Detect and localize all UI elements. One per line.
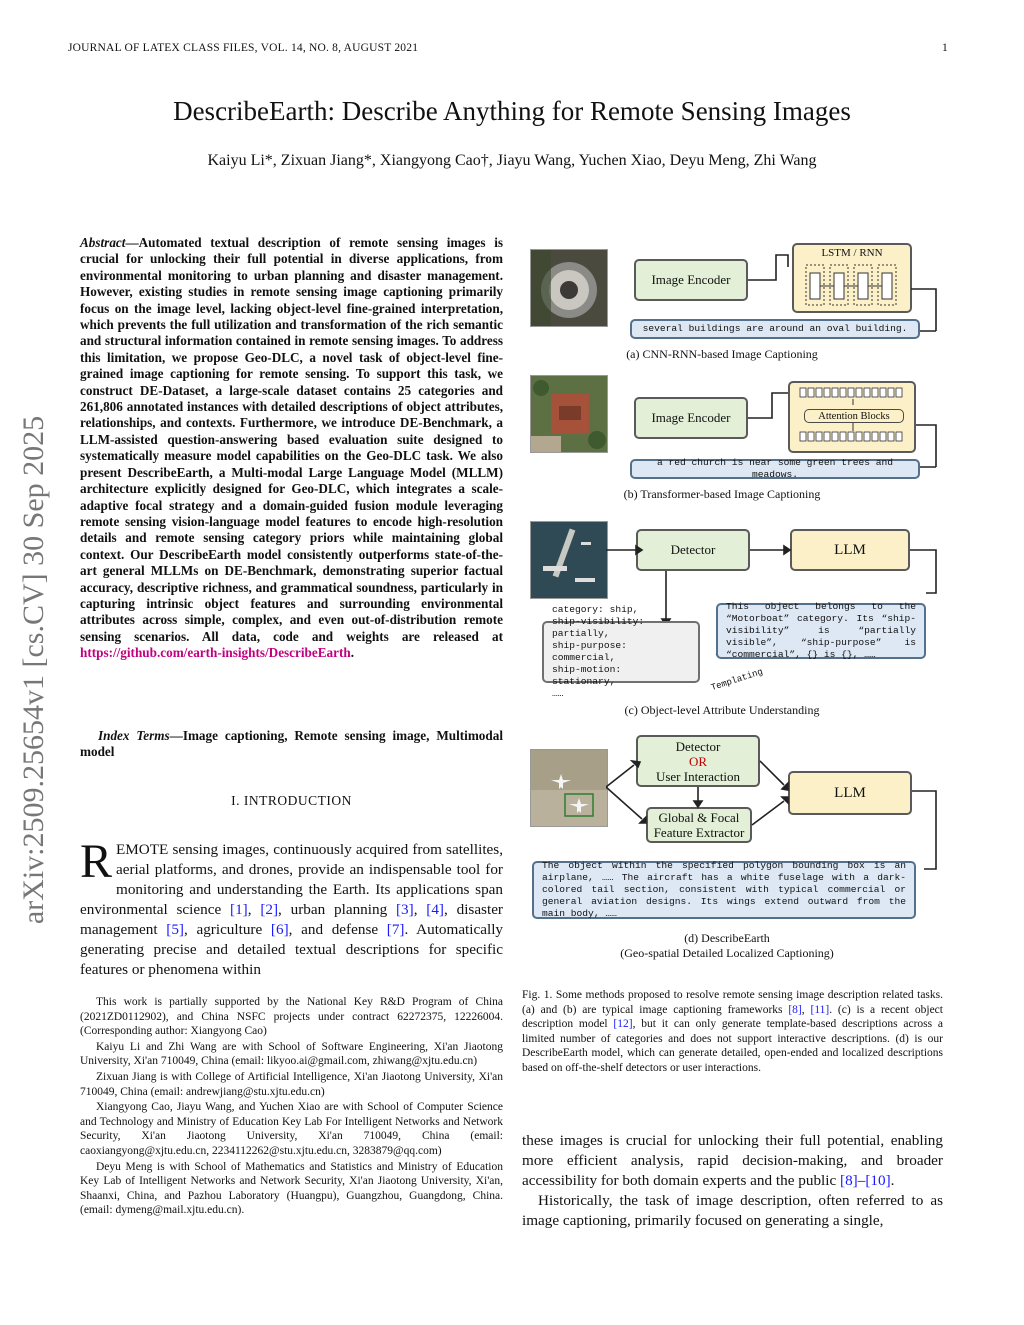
attribute-text: category: ship, ship-visibility: partially, ship-purpose: commercial, ship-motion: stationary, …… [552,604,645,699]
abstract [80,235,503,662]
figure-label: Fig. 1. [522,989,553,1001]
arxiv-id: arXiv:2509.25654v1 [cs.CV] 30 Sep 2025 [17,415,50,925]
harbor-image [530,521,608,599]
llm-box-d: LLM [788,771,912,815]
airport-image [530,749,608,827]
citation[interactable]: [4] [426,901,444,918]
citation[interactable]: [3] [395,901,414,918]
image-encoder-b: Image Encoder [634,397,748,439]
templating-label: Templating [709,666,765,694]
footnote: Deyu Meng is with School of Mathematics and Statistics and Ministry of Education Key Lab of Intelligent Networks and Network Security, Xi'an Jiaotong University, Xi'an, Shaanxi, China, and Pazhou Laboratory (Huangpu), Guangzhou, Guangdong, China. (email: dymeng@mail.xjtu.edu.cn). [80,1160,503,1217]
subcaption-d [582,931,872,961]
footnote: Zixuan Jiang is with College of Artificial Intelligence, Xi'an Jiaotong University, Xi'an 710049, China (email: andrewjiang@stu.xjtu.edu.cn) [80,1070,503,1098]
intro-text: . Automatically generating precise and detailed textual descriptions for specific features or phenomena within [80,921,504,978]
index-terms-text: —Image captioning, Remote sensing image, Multimodal model [80,728,503,760]
journal-name: JOURNAL OF LATEX CLASS FILES, VOL. 14, NO. 8, AUGUST 2021 [68,42,419,54]
detector-box: Detector [636,529,750,571]
citation[interactable]: [12] [613,1018,633,1031]
footnote: Kaiyu Li and Zhi Wang are with School of Software Engineering, Xi'an Jiaotong University, Xi'an 710049, China (email: likyoo.ai@gmail.com, zhiwang@xjtu.edu.cn) [80,1040,503,1068]
figure-caption-text: Some methods proposed to resolve remote sensing image description related tasks. (a) and (b) are typical image captioning frameworks [522,989,944,1016]
arxiv-stamp [14,370,54,970]
stadium-image [530,249,608,327]
caption-output-a: several buildings are around an oval building. [630,319,920,339]
footnotes [80,995,503,1219]
paragraph-text: . [890,1172,895,1189]
citation[interactable]: [11] [810,1003,830,1016]
user-interaction-label: User Interaction [655,768,741,784]
intro-text: , and defense [288,921,387,938]
author-list: Kaiyu Li*, Zixuan Jiang*, Xiangyong Cao†, Jiayu Wang, Yuchen Xiao, Deyu Meng, Zhi Wang [207,152,817,169]
attribute-list [542,604,700,699]
llm-box-c: LLM [790,529,910,571]
citation[interactable]: [2] [260,901,279,918]
figure-caption-text: . (c) is a recent object description model [522,1003,943,1031]
abstract-text: —Automated textual description of remote sensing images is crucial for unlocking their full potential in diverse applications, from environmental monitoring to urban planning and disaster management. However, existing studies in remote sensing image captioning primarily focus on the image level, lacking object-level fine-grained interpretation, which prevents the full utilization and transformation of the rich semantic and structural information contained in remote sensing images. To address this limitation, we propose Geo-DLC, a novel task of object-level fine-grained image captioning for remote sensing. To support this task, we construct DE-Dataset, a large-scale dataset contains 25 categories and 261,806 annotated instances with detailed descriptions of object attributes, relationships, and contexts. Furthermore, we introduce DE-Benchmark, a LLM-assisted question-answering based evaluation suite designed to systematically measure model capabilities on the Geo-DLC task. We also present DescribeEarth, a Multi-modal Large Language Model (MLLM) architecture explicitly designed for Geo-DLC, which integrates a scale-adaptive focal strategy and a domain-guided fusion module leveraging remote sensing vision-language model features to encode high-resolution details and remote sensing category priors while maintaining global context. Our DescribeEarth model consistently outperforms state-of-the-art general MLLMs on DE-Benchmark, demonstrating superior factual accuracy, descriptive richness, and grammatical soundness, particularly in capturing intrinsic object features and surrounding environmental attributes across simple, complex, and even out-of-distribution remote sensing scenarios. All data, code and weights are released at [80,235,503,644]
footnote: Xiangyong Cao, Jiayu Wang, and Yuchen Xiao are with School of Computer Science and Technology and Ministry of Education Key Lab For Intelligent Networks and Network Security, Xi'an Jiaotong University, Xi'an 710049, China (email: caoxiangyong@xjtu.edu.cn, 2234112262@stu.xjtu.edu.cn, 3283879@qq.com) [80,1101,503,1157]
citation[interactable]: [8] [788,1003,802,1016]
abstract-end: . [350,645,355,661]
citation[interactable]: [5] [166,921,184,938]
subcaption-d-line1: (d) DescribeEarth [684,931,770,945]
citation[interactable]: [6] [270,921,289,938]
attention-blocks: Attention Blocks [804,409,904,423]
caption-output-b: a red church is near some green trees and meadows. [630,459,920,479]
paragraph-text: these images is crucial for unlocking their full potential, enabling more efficient analysis, rapid decision-making, and broader accessibility for both domain experts and the public [522,1132,943,1189]
repo-link[interactable]: https://github.com/earth-insights/DescribeEarth [80,645,351,661]
image-encoder-a: Image Encoder [634,259,748,301]
describeearth-output: The object within the specified polygon bounding box is an airplane, …… The aircraft has a white fuselage with a dark-colored tail section, consistent with typical commercial or general aviation designs. Its wings extend outward from the main body, …… [532,861,916,919]
subcaption-b: (b) Transformer-based Image Captioning [623,487,821,501]
subcaption-a: (a) CNN-RNN-based Image Captioning [626,347,818,361]
arrows-d [606,735,946,875]
detector-label: Detector [675,738,721,754]
citation[interactable]: [8] [840,1172,858,1189]
paragraph: these images is crucial for unlocking their full potential, enabling more efficient analysis, rapid decision-making, and broader accessibility for both domain experts and the public [8]–[10]. [522,1132,943,1189]
figure-caption-text: , but it can only generate template-based descriptions across a limited number of categories and does not support interactive descriptions. (d) is our DescribeEarth model, which can generate detailed, open-ended and localized descriptions based on off-the-shelf detectors or user interactions. [522,1018,943,1074]
church-image [530,375,608,453]
footnote: This work is partially supported by the National Key R&D Program of China (2021ZD0112902), and China NSFC projects under contract 62272375, 12226004. (Corresponding author: Xiangyong Cao) [80,996,503,1038]
citation[interactable]: [1] [230,901,248,918]
figure-caption: Fig. 1. Some methods proposed to resolve remote sensing image description related tasks. (a) and (b) are typical image captioning frameworks [8], [11]. (c) is a recent object description model [12], but it can only generate template-based descriptions across a limited number of categories and does not support interactive descriptions. (d) is our DescribeEarth model, which can generate detailed, open-ended and localized descriptions based on off-the-shelf detectors or user interactions. [522,989,944,1074]
page-number: 1 [942,42,948,54]
paragraph: Historically, the task of image description, often referred to as image captioning, primarily focused on generating a single, [522,1192,943,1229]
intro-paragraph: REMOTE sensing images, continuously acquired from satellites, aerial platforms, and drones, provide an indispensable tool for monitoring and understanding the Earth. Its applications span environmental science [1], [2], urban planning [3], [4], disaster management [5], agriculture [6], and defense [7]. Automatically generating precise and detailed textual descriptions for specific features or phenomena within [80,835,504,978]
paper-title: DescribeEarth: Describe Anything for Remote Sensing Images [173,96,851,126]
or-label: OR [688,753,708,769]
right-column-text [522,1131,943,1231]
abstract-label: Abstract [80,235,126,250]
citation[interactable]: [7] [386,921,405,938]
extractor-label-2: Feature Extractor [653,825,745,840]
extractor-label-1: Global & Focal [658,810,740,825]
index-terms-label: Index Terms [98,728,170,743]
index-terms [80,728,503,761]
subcaption-c: (c) Object-level Attribute Understanding [624,703,820,717]
subcaption-d-line2: (Geo-spatial Detailed Localized Captioning) [620,946,834,960]
intro-text: , urban planning [278,901,396,918]
running-header [68,42,948,54]
template-output: This object belongs to the “Motorboat” category. Its “ship-visibility” is “partially visible”, “ship-purpose” is “commercial”, {} is {}, …… [716,603,926,659]
rnn-label: LSTM / RNN [821,247,883,259]
citation[interactable]: [10] [865,1172,891,1189]
intro-text: EMOTE sensing images, continuously acquired from satellites, aerial platforms, and drones, provide an indispensable tool for monitoring and understanding the Earth. Its applications span environmental science [80,841,503,918]
intro-text: , disaster management [80,901,503,938]
drop-cap: R [80,835,113,888]
intro-text: , agriculture [183,921,271,938]
figure-1 [522,235,952,975]
section-heading: I. INTRODUCTION [231,793,352,808]
